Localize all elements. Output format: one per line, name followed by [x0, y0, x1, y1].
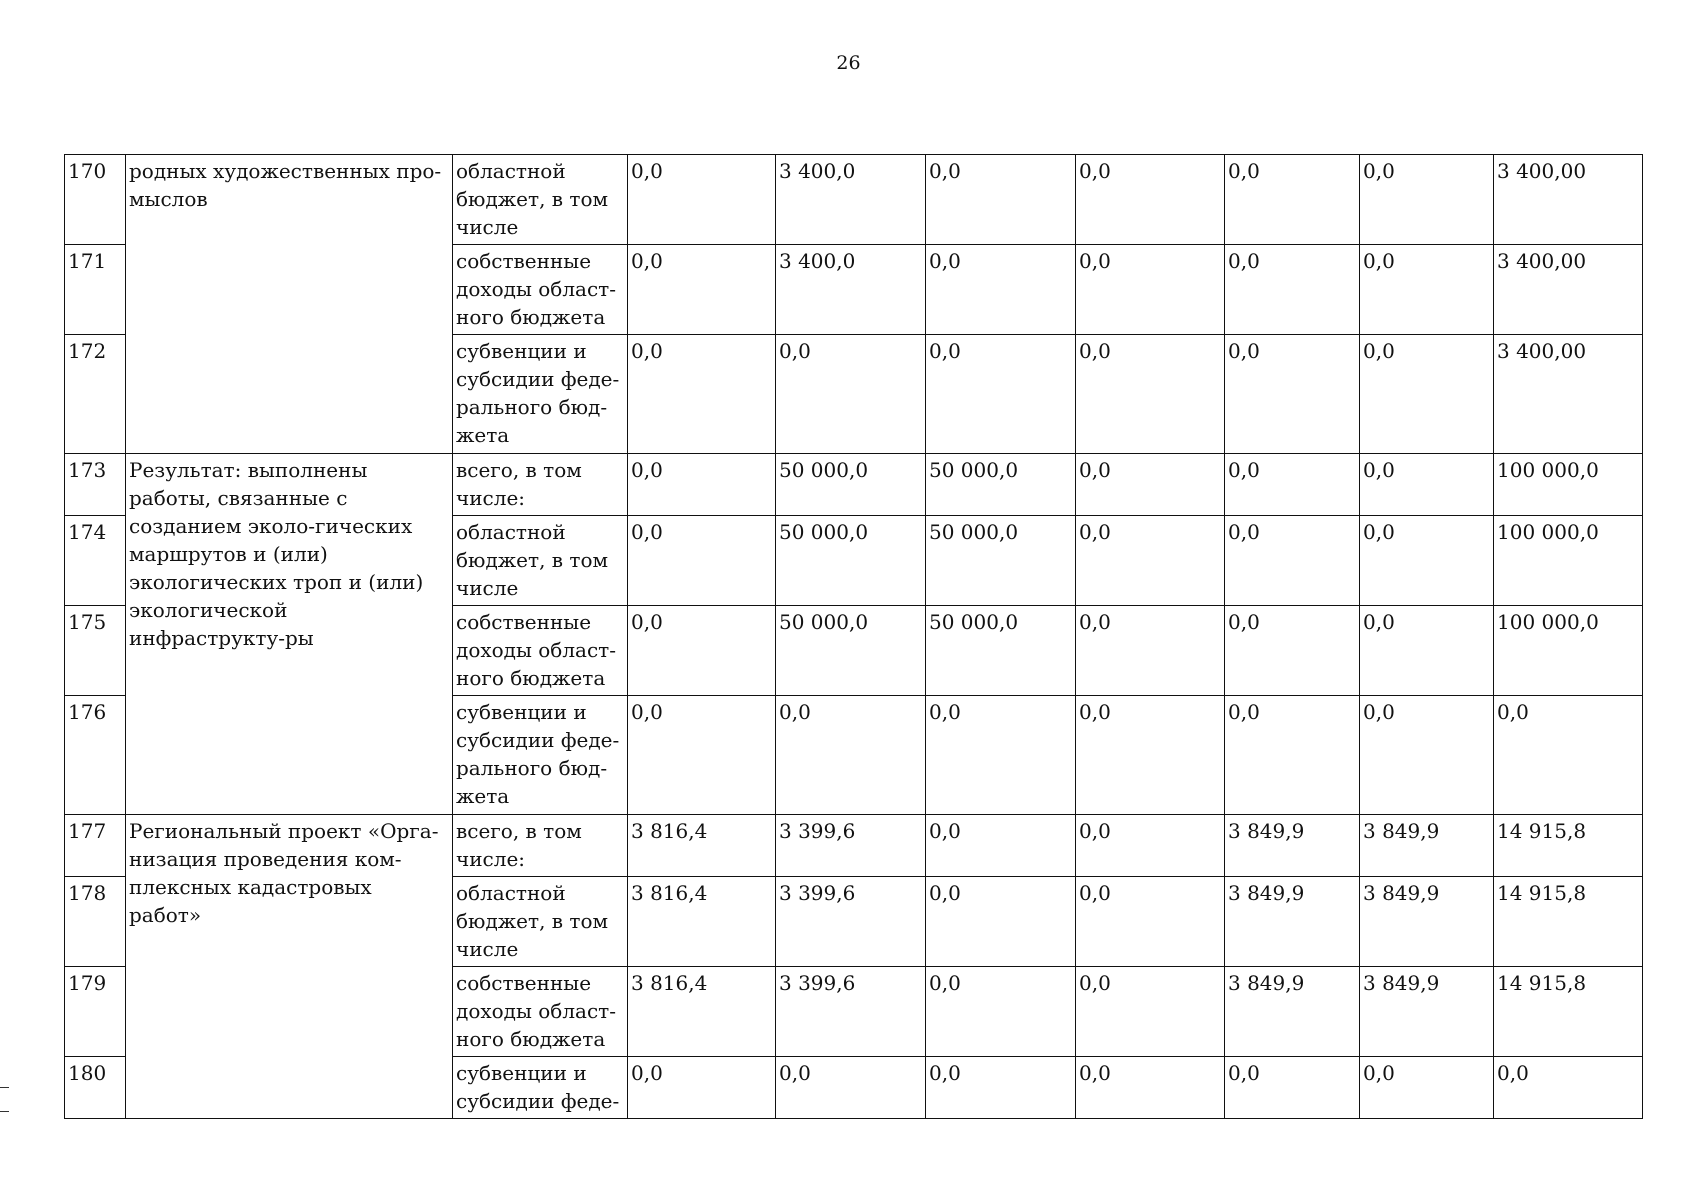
margin-mark — [0, 1087, 9, 1088]
row-number-cell: 175 — [65, 606, 126, 696]
amount-cell: 3 849,9 — [1360, 877, 1494, 967]
amount-cell: 0,0 — [628, 606, 776, 696]
row-number-cell: 171 — [65, 245, 126, 335]
amount-cell: 0,0 — [1076, 815, 1225, 877]
amount-cell: 0,0 — [1076, 245, 1225, 335]
amount-cell: 0,0 — [1225, 454, 1360, 516]
amount-cell: 0,0 — [628, 454, 776, 516]
amount-cell: 0,0 — [776, 335, 926, 454]
amount-cell: 0,0 — [628, 1057, 776, 1119]
amount-cell: 3 816,4 — [628, 877, 776, 967]
margin-mark — [0, 1111, 9, 1112]
amount-cell: 0,0 — [1076, 877, 1225, 967]
funding-source-cell: субвенции и субсидии феде- — [453, 1057, 628, 1119]
funding-source-cell: собственные доходы област-ного бюджета — [453, 245, 628, 335]
amount-cell: 3 400,00 — [1494, 155, 1643, 245]
amount-cell: 3 399,6 — [776, 815, 926, 877]
row-number-cell: 172 — [65, 335, 126, 454]
row-number-cell: 170 — [65, 155, 126, 245]
amount-cell: 100 000,0 — [1494, 606, 1643, 696]
amount-cell: 0,0 — [1076, 155, 1225, 245]
amount-cell: 0,0 — [1076, 696, 1225, 815]
amount-cell: 0,0 — [1076, 1057, 1225, 1119]
amount-cell: 0,0 — [776, 696, 926, 815]
amount-cell: 0,0 — [1225, 696, 1360, 815]
row-number-cell: 177 — [65, 815, 126, 877]
amount-cell: 3 816,4 — [628, 967, 776, 1057]
amount-cell: 0,0 — [1360, 696, 1494, 815]
amount-cell: 3 849,9 — [1225, 967, 1360, 1057]
row-number-cell: 178 — [65, 877, 126, 967]
row-number-cell: 180 — [65, 1057, 126, 1119]
row-number-cell: 173 — [65, 454, 126, 516]
amount-cell: 0,0 — [926, 877, 1076, 967]
amount-cell: 3 849,9 — [1225, 815, 1360, 877]
amount-cell: 0,0 — [926, 1057, 1076, 1119]
amount-cell: 0,0 — [1225, 516, 1360, 606]
funding-source-cell: всего, в том числе: — [453, 454, 628, 516]
amount-cell: 3 399,6 — [776, 967, 926, 1057]
amount-cell: 3 816,4 — [628, 815, 776, 877]
amount-cell: 3 400,00 — [1494, 335, 1643, 454]
amount-cell: 50 000,0 — [776, 454, 926, 516]
amount-cell: 100 000,0 — [1494, 454, 1643, 516]
table-row — [65, 155, 1643, 245]
amount-cell: 0,0 — [1076, 454, 1225, 516]
amount-cell: 14 915,8 — [1494, 815, 1643, 877]
row-number-cell: 176 — [65, 696, 126, 815]
amount-cell: 0,0 — [1360, 155, 1494, 245]
funding-source-cell: субвенции и субсидии феде-рального бюд-жета — [453, 335, 628, 454]
amount-cell: 0,0 — [1225, 606, 1360, 696]
amount-cell: 0,0 — [1076, 335, 1225, 454]
amount-cell: 0,0 — [628, 335, 776, 454]
funding-source-cell: областной бюджет, в том числе — [453, 516, 628, 606]
amount-cell: 0,0 — [1360, 335, 1494, 454]
funding-source-cell: собственные доходы област-ного бюджета — [453, 606, 628, 696]
amount-cell: 0,0 — [1225, 1057, 1360, 1119]
row-number-cell: 174 — [65, 516, 126, 606]
amount-cell: 3 400,00 — [1494, 245, 1643, 335]
amount-cell: 0,0 — [1076, 516, 1225, 606]
table-row — [65, 454, 1643, 516]
amount-cell: 0,0 — [1076, 606, 1225, 696]
amount-cell: 0,0 — [1225, 155, 1360, 245]
funding-source-cell: областной бюджет, в том числе — [453, 155, 628, 245]
amount-cell: 0,0 — [628, 696, 776, 815]
amount-cell: 0,0 — [1494, 1057, 1643, 1119]
amount-cell: 3 400,0 — [776, 245, 926, 335]
item-name-cell: Региональный проект «Орга-низация проведения ком-плексных кадастровых работ» — [126, 815, 453, 1119]
amount-cell: 0,0 — [628, 245, 776, 335]
amount-cell: 0,0 — [1360, 516, 1494, 606]
amount-cell: 50 000,0 — [926, 606, 1076, 696]
amount-cell: 0,0 — [926, 155, 1076, 245]
amount-cell: 0,0 — [1076, 967, 1225, 1057]
amount-cell: 0,0 — [1360, 454, 1494, 516]
amount-cell: 3 400,0 — [776, 155, 926, 245]
amount-cell: 0,0 — [1360, 245, 1494, 335]
funding-source-cell: областной бюджет, в том числе — [453, 877, 628, 967]
amount-cell: 0,0 — [628, 155, 776, 245]
page-number: 26 — [836, 52, 861, 74]
amount-cell: 50 000,0 — [776, 516, 926, 606]
item-name-cell: Результат: выполнены работы, связанные с созданием эколо-гических маршрутов и (или) экологических троп и (или) экологической инфраструкту-ры — [126, 454, 453, 815]
amount-cell: 0,0 — [1494, 696, 1643, 815]
amount-cell: 14 915,8 — [1494, 877, 1643, 967]
amount-cell: 0,0 — [1360, 1057, 1494, 1119]
amount-cell: 0,0 — [1360, 606, 1494, 696]
amount-cell: 0,0 — [926, 335, 1076, 454]
amount-cell: 3 849,9 — [1360, 967, 1494, 1057]
amount-cell: 0,0 — [926, 967, 1076, 1057]
amount-cell: 0,0 — [926, 245, 1076, 335]
amount-cell: 0,0 — [1225, 245, 1360, 335]
amount-cell: 14 915,8 — [1494, 967, 1643, 1057]
amount-cell: 0,0 — [628, 516, 776, 606]
row-number-cell: 179 — [65, 967, 126, 1057]
amount-cell: 0,0 — [776, 1057, 926, 1119]
amount-cell: 3 849,9 — [1360, 815, 1494, 877]
amount-cell: 3 849,9 — [1225, 877, 1360, 967]
amount-cell: 3 399,6 — [776, 877, 926, 967]
budget-table — [64, 154, 1643, 1119]
funding-source-cell: субвенции и субсидии феде-рального бюд-жета — [453, 696, 628, 815]
table-row — [65, 815, 1643, 877]
item-name-cell: родных художественных про-мыслов — [126, 155, 453, 454]
amount-cell: 0,0 — [926, 815, 1076, 877]
amount-cell: 50 000,0 — [926, 454, 1076, 516]
funding-source-cell: собственные доходы област-ного бюджета — [453, 967, 628, 1057]
amount-cell: 50 000,0 — [926, 516, 1076, 606]
amount-cell: 0,0 — [1225, 335, 1360, 454]
amount-cell: 100 000,0 — [1494, 516, 1643, 606]
funding-source-cell: всего, в том числе: — [453, 815, 628, 877]
amount-cell: 50 000,0 — [776, 606, 926, 696]
amount-cell: 0,0 — [926, 696, 1076, 815]
